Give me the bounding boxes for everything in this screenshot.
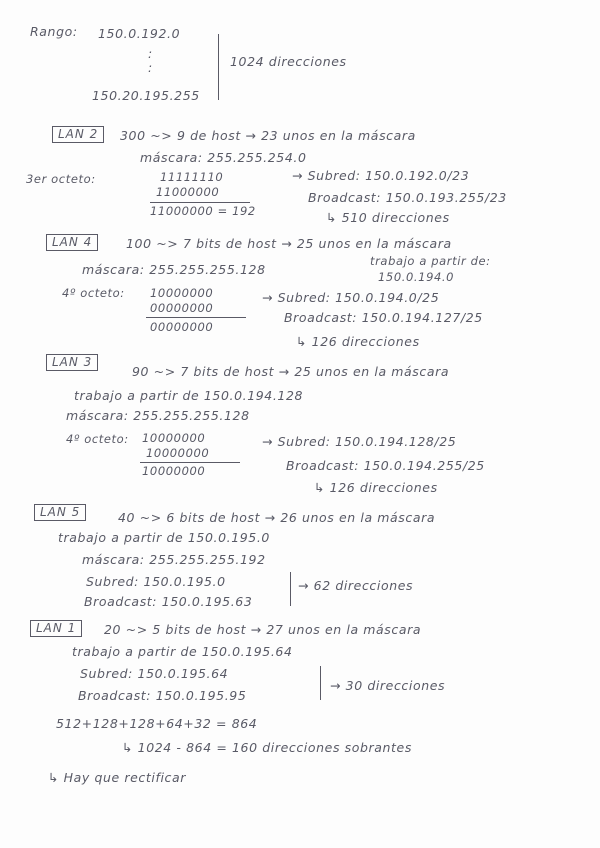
range-dots-2: : [148,60,153,75]
lan3-bits-b: 10000000 [146,446,210,460]
lan5-count: → 62 direcciones [298,578,414,593]
lan3-broadcast: Broadcast: 150.0.194.255/25 [286,458,485,473]
lan4-mask: máscara: 255.255.255.128 [82,262,266,277]
lan4-count: ↳ 126 direcciones [296,334,420,349]
range-count: 1024 direcciones [230,54,347,69]
lan4-bits-b: 00000000 [150,301,214,315]
lan4-octet-label: 4º octeto: [62,286,125,300]
lan2-mask: máscara: 255.255.254.0 [140,150,307,165]
range-dots: : [148,46,153,61]
range-start: 150.0.192.0 [98,26,181,41]
lan4-from-line1: trabajo a partir de: [370,254,491,268]
lan3-tag: LAN 3 [46,354,98,371]
lan2-bits-b: 11000000 [156,185,220,199]
summary-sum: 512+128+128+64+32 = 864 [56,716,258,731]
lan5-tag: LAN 5 [34,504,86,521]
lan1-subnet: Subred: 150.0.195.64 [80,666,229,681]
lan5-heading: 40 ~> 6 bits de host → 26 unos en la máscara [118,510,436,525]
lan4-heading: 100 ~> 7 bits de host → 25 unos en la máscara [126,236,452,251]
lan3-mask: máscara: 255.255.255.128 [66,408,250,423]
lan1-heading: 20 ~> 5 bits de host → 27 unos en la máscara [104,622,422,637]
range-label: Rango: [30,24,78,39]
lan2-bits-c: 11000000 = 192 [150,204,256,218]
summary-remaining: ↳ 1024 - 864 = 160 direcciones sobrantes [122,740,412,755]
lan2-broadcast: Broadcast: 150.0.193.255/23 [308,190,507,205]
lan4-subnet: → Subred: 150.0.194.0/25 [262,290,440,305]
lan3-bits-c: 10000000 [142,464,206,478]
lan3-octet-label: 4º octeto: [66,432,129,446]
lan2-sum-line [150,202,250,203]
lan4-from-line2: 150.0.194.0 [378,270,455,284]
lan5-subnet: Subred: 150.0.195.0 [86,574,226,589]
lan5-from-line: trabajo a partir de 150.0.195.0 [58,530,270,545]
lan5-mask: máscara: 255.255.255.192 [82,552,266,567]
lan1-count: → 30 direcciones [330,678,446,693]
lan4-sum-line [146,317,246,318]
lan4-broadcast: Broadcast: 150.0.194.127/25 [284,310,483,325]
summary-note: ↳ Hay que rectificar [48,770,187,785]
lan4-bits-a: 10000000 [150,286,214,300]
lan3-count: ↳ 126 direcciones [314,480,438,495]
lan1-from-line: trabajo a partir de 150.0.195.64 [72,644,293,659]
lan3-subnet: → Subred: 150.0.194.128/25 [262,434,457,449]
lan3-from-line: trabajo a partir de 150.0.194.128 [74,388,304,403]
lan3-bits-a: 10000000 [142,431,206,445]
lan2-tag: LAN 2 [52,126,104,143]
lan1-tag: LAN 1 [30,620,82,637]
lan1-brace [320,666,321,700]
lan2-heading: 300 ~> 9 de host → 23 unos en la máscara [120,128,416,143]
lan2-subnet: → Subred: 150.0.192.0/23 [292,168,470,183]
lan3-heading: 90 ~> 7 bits de host → 25 unos en la máscara [132,364,450,379]
lan3-sum-line [140,462,240,463]
lan4-bits-c: 00000000 [150,320,214,334]
lan2-octet-label: 3er octeto: [26,172,96,186]
range-end: 150.20.195.255 [92,88,200,103]
lan2-bits-a: 11111110 [160,170,224,184]
lan5-broadcast: Broadcast: 150.0.195.63 [84,594,253,609]
lan2-count: ↳ 510 direcciones [326,210,450,225]
lan4-tag: LAN 4 [46,234,98,251]
lan5-brace [290,572,291,606]
lan1-broadcast: Broadcast: 150.0.195.95 [78,688,247,703]
range-brace [218,34,219,100]
